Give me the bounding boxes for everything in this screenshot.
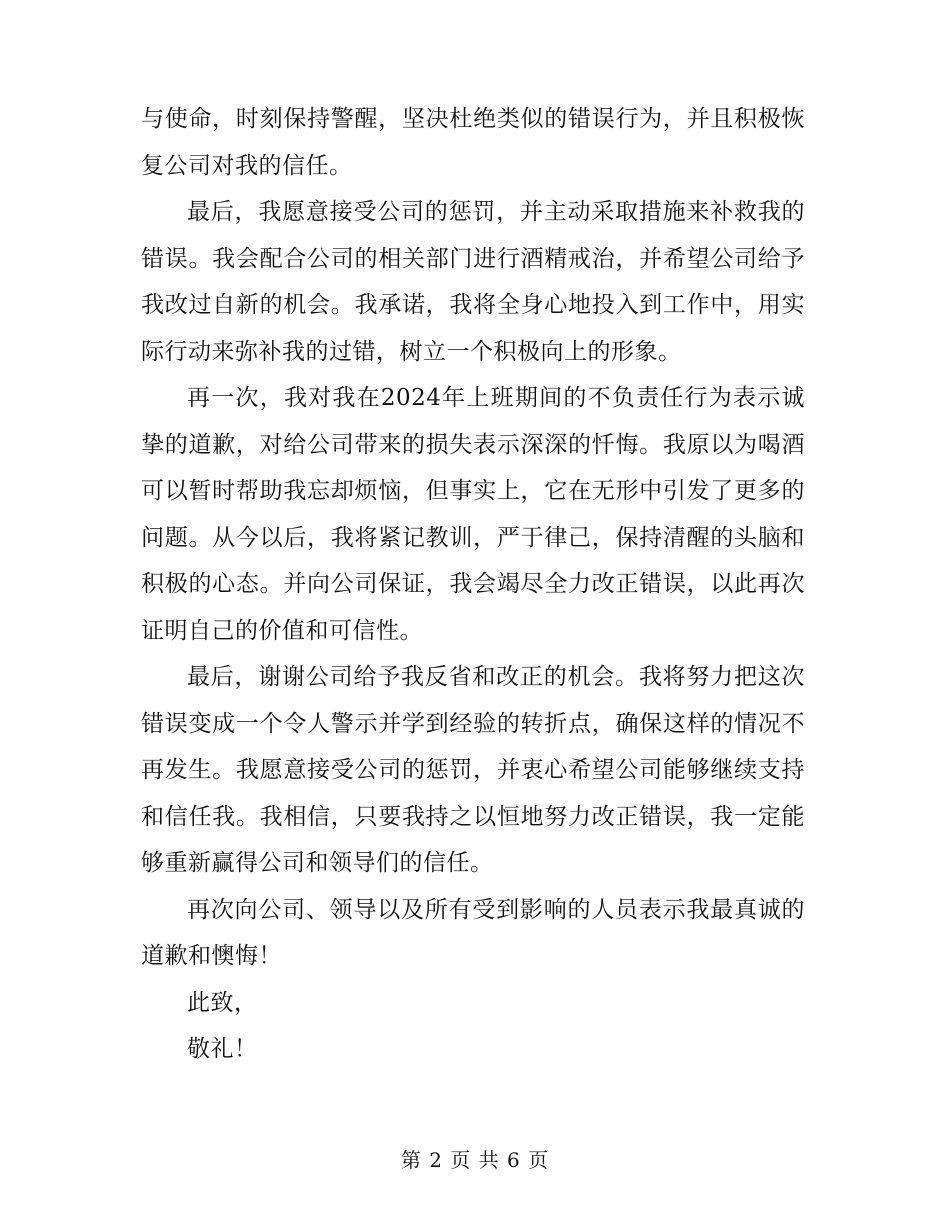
paragraph-4: 最后，谢谢公司给予我反省和改正的机会。我将努力把这次错误变成一个令人警示并学到经验的转折点，确保这样的情况不再发生。我愿意接受公司的惩罚，并衷心希望公司能够继续支持和信任我。我相信，只要我持之以恒地努力改正错误，我一定能够重新赢得公司和领导们的信任。 xyxy=(141,664,805,876)
page-number-footer: 第 2 页 共 6 页 xyxy=(400,1148,550,1172)
paragraph-2: 最后，我愿意接受公司的惩罚，并主动采取措施来补救我的错误。我会配合公司的相关部门进行酒精戒治，并希望公司给予我改过自新的机会。我承诺，我将全身心地投入到工作中，用实际行动来弥补我的过错，树立一个积极向上的形象。 xyxy=(141,199,805,365)
closing-regards: 敬礼！ xyxy=(187,1036,258,1062)
paragraph-1: 与使命，时刻保持警醒，坚决杜绝类似的错误行为，并且积极恢复公司对我的信任。 xyxy=(141,106,805,179)
paragraph-5: 再次向公司、领导以及所有受到影响的人员表示我最真诚的道歉和懊悔！ xyxy=(141,896,805,969)
document-body xyxy=(141,96,805,1073)
closing-salutation: 此致， xyxy=(187,989,258,1016)
paragraph-3: 再一次，我对我在2024年上班期间的不负责任行为表示诚挚的道歉，对给公司带来的损失表示深深的忏悔。我原以为喝酒可以暂时帮助我忘却烦恼，但事实上，它在无形中引发了更多的问题。从今以后，我将紧记教训，严于律己，保持清醒的头脑和积极的心态。并向公司保证，我会竭尽全力改正错误，以此再次证明自己的价值和可信性。 xyxy=(141,385,805,644)
